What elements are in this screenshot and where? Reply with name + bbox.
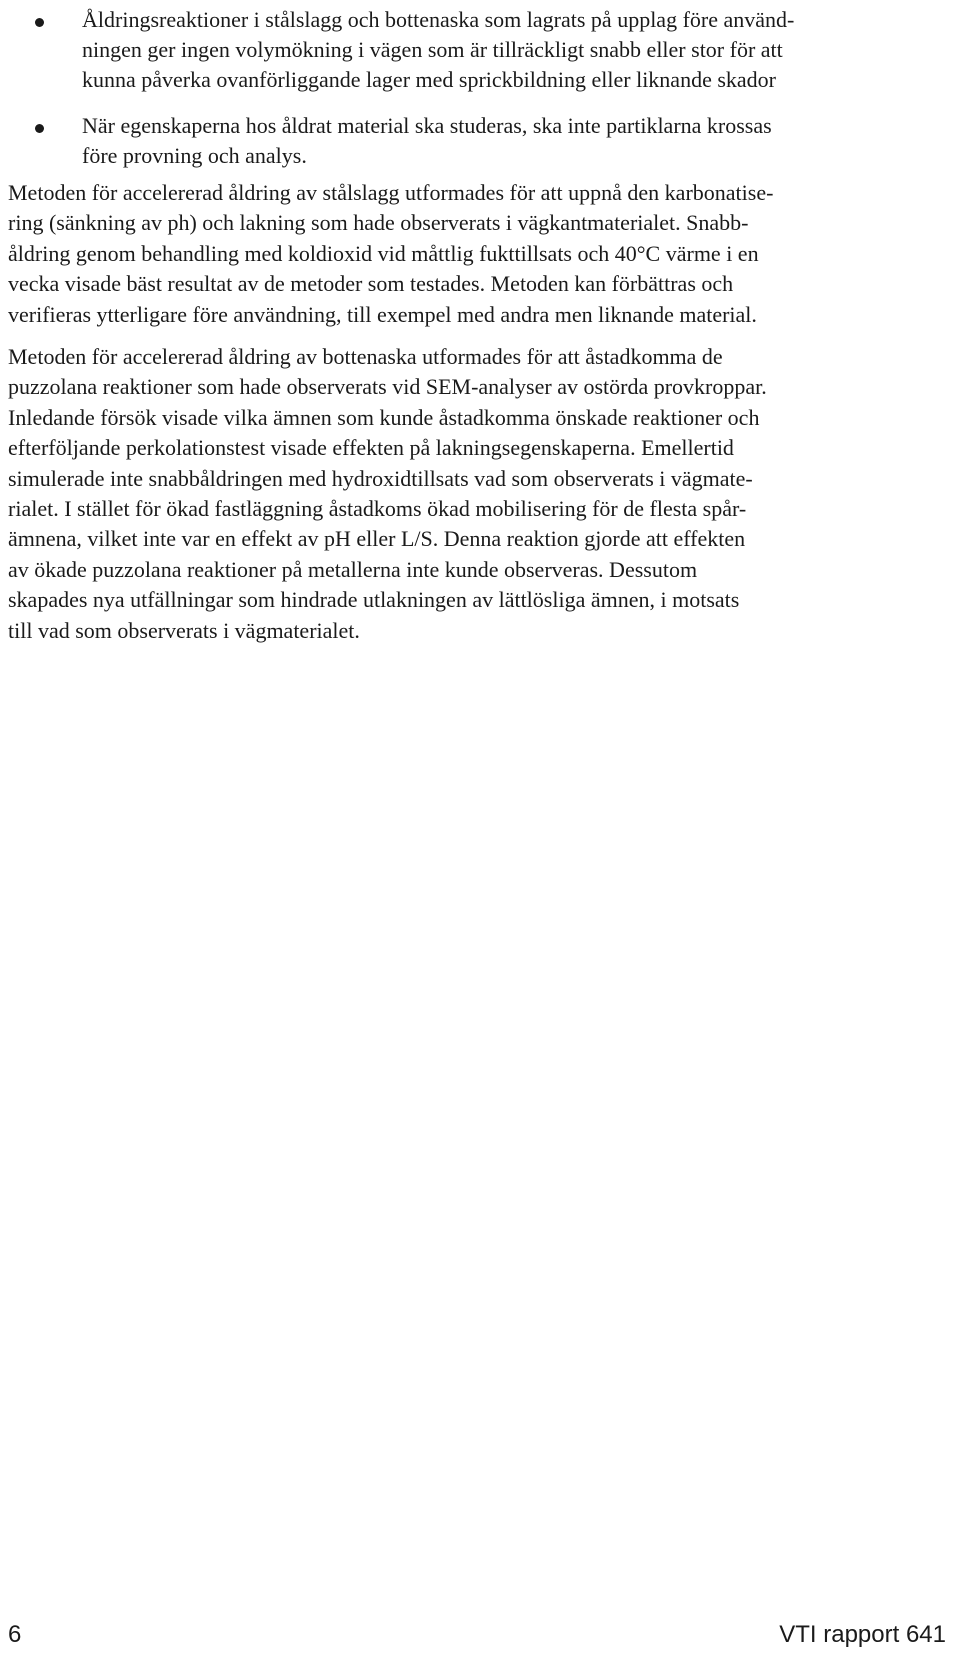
paragraph-steel-slag-aging: Metoden för accelererad åldring av stålslagg utformades för att uppnå den karbonatise- ring (sänkning av ph) och lakning som hade observerats i vägkantmaterialet. Snabb- åldring genom behandling med koldioxid vid måttlig fukttillsats och 40°C värme i en vecka visade bäst resultat av de metoder som testades. Metoden kan förbättras och verifieras ytterligare före användning, till exempel med andra men liknande material. — [8, 180, 774, 327]
bullet-icon — [35, 18, 44, 27]
paragraph-bottom-ash-aging: Metoden för accelererad åldring av bottenaska utformades för att åstadkomma de puzzolana reaktioner som hade observerats vid SEM-analyser av ostörda provkroppar. Inledande försök visade vilka ämnen som kunde åstadkomma önskade reaktioner och efterföljande perkolationstest visade effekten på lakningsegenskaperna. Emellertid simulerade inte snabbåldringen med hydroxidtillsats vad som observerats i vägmate- rialet. I stället för ökad fastläggning åstadkoms ökad mobilisering för de flesta spår- ämnena, vilket inte var en effekt av pH eller L/S. Denna reaktion gjorde att effekten av ökade puzzolana reaktioner på metallerna inte kunde observeras. Dessutom skapades nya utfällningar som hindrade utlakningen av lättlösliga ämnen, i motsats till vad som observerats i vägmaterialet. — [8, 344, 767, 643]
document-body — [0, 0, 960, 646]
report-name: VTI rapport 641 — [779, 1621, 946, 1648]
bullet-item — [0, 111, 960, 171]
page-number: 6 — [8, 1621, 22, 1648]
bullet-text: När egenskaperna hos åldrat material ska studeras, ska inte partiklarna krossas före provning och analys. — [82, 113, 772, 168]
bullet-text: Åldringsreaktioner i stålslagg och bottenaska som lagrats på upplag före använd- ningen ger ingen volymökning i vägen som är tillräckligt snabb eller stor för att kunna påverka ovanförliggande lager med sprickbildning eller liknande skador — [82, 7, 795, 92]
bullet-list — [0, 0, 960, 171]
bullet-icon — [35, 124, 44, 133]
bullet-item — [0, 0, 960, 95]
page-footer — [0, 1620, 960, 1650]
